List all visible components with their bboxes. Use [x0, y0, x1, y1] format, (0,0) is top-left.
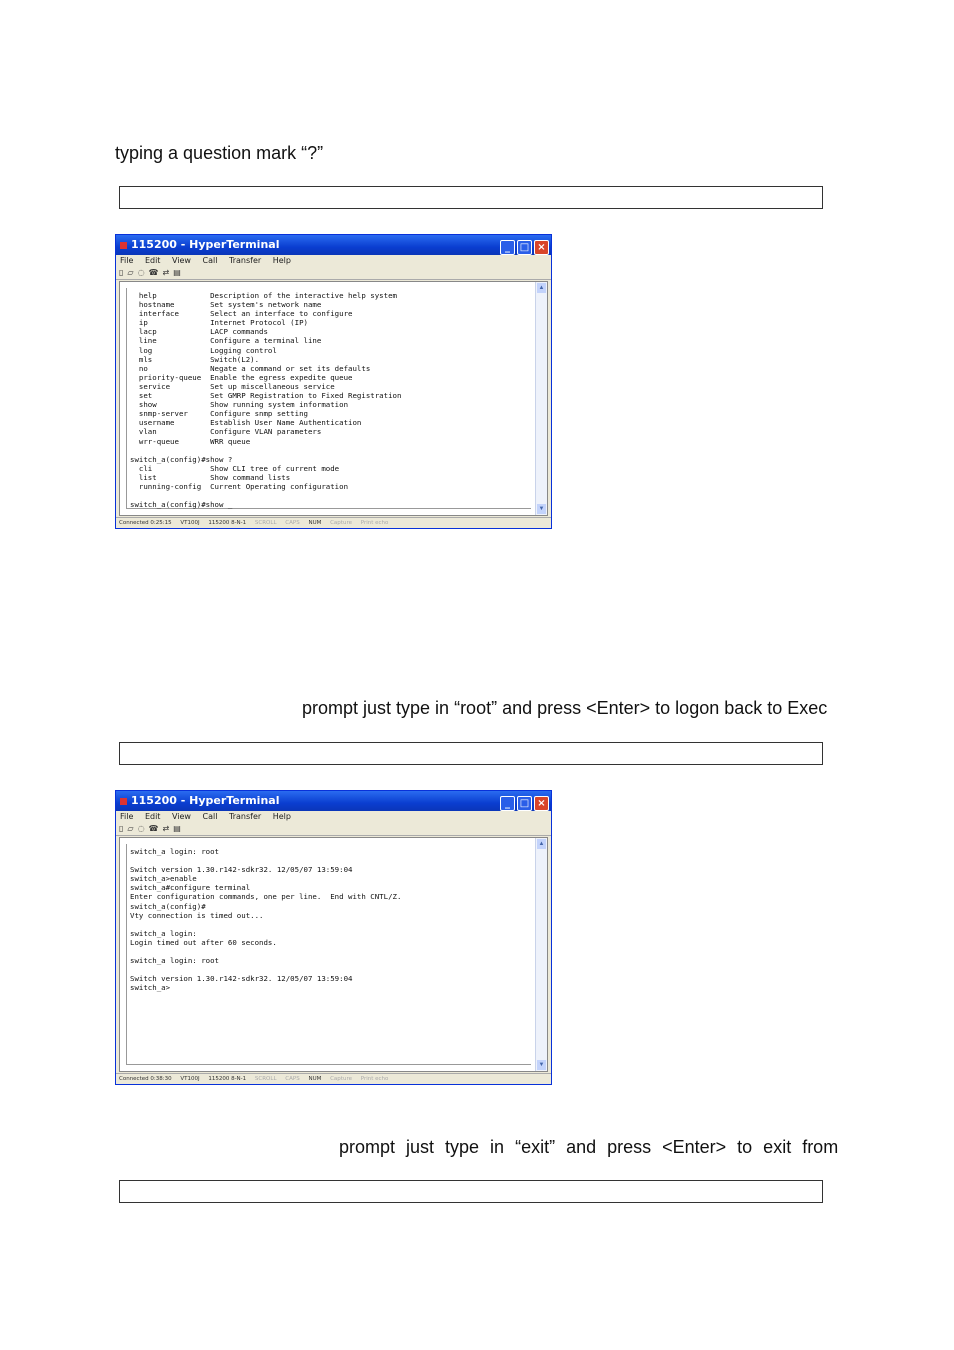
menu-help[interactable]: Help: [272, 256, 291, 265]
terminal-line: wrr-queue WRR queue: [130, 436, 251, 446]
terminal-line: running-config Current Operating configuration: [130, 481, 349, 491]
status-bar: [116, 1073, 551, 1084]
menu-file[interactable]: File: [120, 812, 134, 821]
terminal-line: Login timed out after 60 seconds.: [130, 937, 277, 947]
terminal-line: help Description of the interactive help system: [130, 291, 397, 300]
status-scroll: SCROLL: [254, 1076, 277, 1082]
paragraph-exit: prompt just type in “exit” and press <Enter> to exit from: [339, 1137, 839, 1157]
menu-help[interactable]: Help: [272, 812, 291, 821]
toolbar: [116, 823, 551, 836]
window-title: 115200 - HyperTerminal: [131, 794, 280, 807]
menu-bar: [116, 811, 551, 823]
terminal-line: lacp LACP commands: [130, 327, 268, 337]
disconnect-icon[interactable]: ◌: [137, 268, 145, 277]
terminal-line: switch_a#configure terminal: [130, 883, 251, 893]
terminal-line: ip Internet Protocol (IP): [130, 318, 308, 328]
new-icon[interactable]: ▯: [119, 268, 124, 277]
terminal-output: [126, 844, 531, 1065]
terminal-line: mls Switch(L2).: [130, 354, 260, 364]
properties-icon[interactable]: ▤: [173, 824, 181, 833]
terminal-line: switch_a(config)#: [130, 901, 206, 911]
terminal-line: switch_a(config)#show _: [130, 500, 233, 510]
toolbar: [116, 267, 551, 280]
terminal-line: show Show running system information: [130, 400, 349, 410]
terminal-line: switch_a(config)#show ?: [130, 454, 233, 464]
status-bar: [116, 517, 551, 528]
terminal-line: set Set GMRP Registration to Fixed Registration: [130, 391, 402, 401]
vertical-scrollbar[interactable]: [535, 838, 547, 1071]
terminal-line: [130, 965, 531, 974]
status-print-echo: Print echo: [360, 520, 389, 526]
command-box-1: [119, 186, 823, 209]
connect-icon[interactable]: ☎: [148, 268, 159, 277]
terminal-line: hostname Set system's network name: [130, 300, 322, 310]
paragraph-login-root: prompt just type in “root” and press <Enter> to logon back to Exec: [302, 698, 828, 718]
terminal-line: [130, 947, 531, 956]
open-icon[interactable]: ▱: [127, 268, 134, 277]
terminal-line: vlan Configure VLAN parameters: [130, 427, 322, 437]
close-button[interactable]: ×: [534, 240, 549, 255]
send-icon[interactable]: ⇄: [162, 824, 170, 833]
status-connected: Connected 0:38:30: [119, 1076, 172, 1082]
terminal-line: Vty connection is timed out...: [130, 910, 264, 920]
terminal-line: log Logging control: [130, 345, 277, 355]
terminal-line: [130, 856, 531, 865]
terminal-line: cli Show CLI tree of current mode: [130, 463, 340, 473]
terminal-area[interactable]: [119, 837, 548, 1072]
terminal-line: service Set up miscellaneous service: [130, 381, 335, 391]
hyperterminal-icon: [120, 242, 127, 249]
minimize-button[interactable]: _: [500, 796, 515, 811]
menu-edit[interactable]: Edit: [144, 256, 161, 265]
paragraph-question-mark: typing a question mark “?”: [115, 143, 324, 163]
terminal-line: line Configure a terminal line: [130, 336, 322, 346]
properties-icon[interactable]: ▤: [173, 268, 181, 277]
terminal-line: snmp-server Configure snmp setting: [130, 409, 308, 419]
status-num: NUM: [308, 1076, 322, 1082]
connect-icon[interactable]: ☎: [148, 824, 159, 833]
status-num: NUM: [308, 520, 322, 526]
command-box-3: [119, 1180, 823, 1203]
command-box-2: [119, 742, 823, 765]
terminal-line: interface Select an interface to configure: [130, 309, 353, 319]
menu-edit[interactable]: Edit: [144, 812, 161, 821]
status-settings: 115200 8-N-1: [208, 520, 247, 526]
scroll-up-arrow-icon[interactable]: ▲: [538, 285, 545, 291]
status-caps: CAPS: [285, 1076, 300, 1082]
menu-transfer[interactable]: Transfer: [229, 256, 262, 265]
status-capture: Capture: [330, 1076, 352, 1082]
status-emulation: VT100J: [180, 1076, 200, 1082]
close-button[interactable]: ×: [534, 796, 549, 811]
menu-bar: [116, 255, 551, 267]
window-title: 115200 - HyperTerminal: [131, 238, 280, 251]
menu-view[interactable]: View: [171, 256, 191, 265]
title-bar: [116, 791, 551, 811]
terminal-line: [130, 920, 531, 929]
terminal-line: Switch version 1.30.r142-sdkr32. 12/05/07 13:59:04: [130, 865, 353, 875]
terminal-output: [126, 288, 531, 509]
status-emulation: VT100J: [180, 520, 200, 526]
terminal-line: Enter configuration commands, one per line. End with CNTL/Z.: [130, 892, 402, 902]
terminal-line: switch_a login:: [130, 928, 197, 938]
terminal-line: [130, 491, 531, 500]
status-capture: Capture: [330, 520, 352, 526]
scroll-down-arrow-icon[interactable]: ▼: [538, 506, 545, 512]
maximize-button[interactable]: □: [517, 240, 532, 255]
title-bar: [116, 235, 551, 255]
send-icon[interactable]: ⇄: [162, 268, 170, 277]
status-connected: Connected 0:25:15: [119, 520, 172, 526]
terminal-line: Switch version 1.30.r142-sdkr32. 12/05/07 13:59:04: [130, 974, 353, 984]
menu-call[interactable]: Call: [202, 812, 218, 821]
menu-call[interactable]: Call: [202, 256, 218, 265]
new-icon[interactable]: ▯: [119, 824, 124, 833]
terminal-line: switch_a>: [130, 983, 171, 993]
disconnect-icon[interactable]: ◌: [137, 824, 145, 833]
terminal-line: switch_a login: root: [130, 956, 219, 966]
terminal-line: switch_a>enable: [130, 874, 197, 884]
status-print-echo: Print echo: [360, 1076, 389, 1082]
hyperterminal-icon: [120, 798, 127, 805]
terminal-line: switch_a login: root: [130, 847, 219, 856]
hyperterminal-window-1: [115, 234, 552, 529]
status-scroll: SCROLL: [254, 520, 277, 526]
terminal-line: priority-queue Enable the egress expedite queue: [130, 372, 353, 382]
open-icon[interactable]: ▱: [127, 824, 134, 833]
terminal-line: no Negate a command or set its defaults: [130, 363, 371, 373]
terminal-area[interactable]: [119, 281, 548, 516]
vertical-scrollbar[interactable]: [535, 282, 547, 515]
scroll-up-arrow-icon[interactable]: ▲: [538, 841, 545, 847]
menu-transfer[interactable]: Transfer: [229, 812, 262, 821]
menu-view[interactable]: View: [171, 812, 191, 821]
maximize-button[interactable]: □: [517, 796, 532, 811]
status-caps: CAPS: [285, 520, 300, 526]
scroll-down-arrow-icon[interactable]: ▼: [538, 1062, 545, 1068]
hyperterminal-window-2: [115, 790, 552, 1085]
terminal-line: username Establish User Name Authentication: [130, 418, 362, 428]
terminal-line: list Show command lists: [130, 472, 291, 482]
terminal-line: [130, 446, 531, 455]
menu-file[interactable]: File: [120, 256, 134, 265]
minimize-button[interactable]: _: [500, 240, 515, 255]
status-settings: 115200 8-N-1: [208, 1076, 247, 1082]
